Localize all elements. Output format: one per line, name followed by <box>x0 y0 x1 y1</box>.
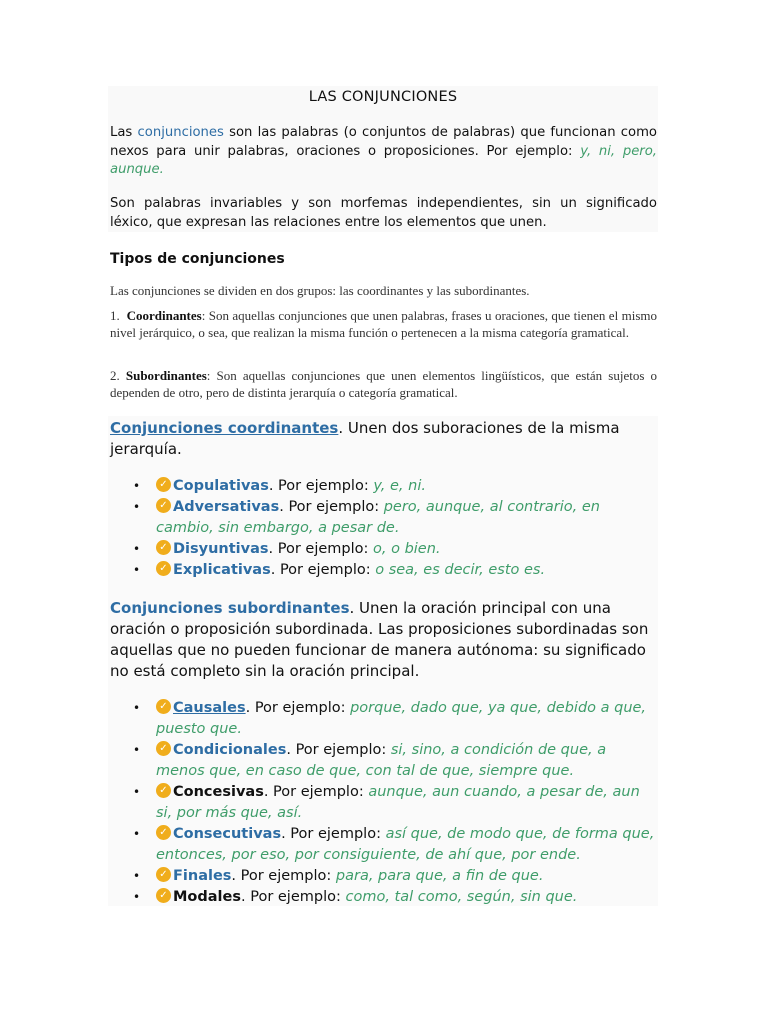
tipos-item-subordinantes <box>110 367 657 401</box>
bullet: • <box>133 827 141 841</box>
tipos-item-2-text: : Son aquellas conjunciones que unen elementos lingüísticos, que están sujetos o dependen de otro, pero de distinta jerarquía o categoría gramatical. <box>110 368 658 400</box>
coordinantes-list <box>110 476 655 581</box>
bullet: • <box>133 785 141 799</box>
intro-paragraph-2: Son palabras invariables y son morfemas independientes, sin un significado léxico, que expresan las relaciones entre los elementos que unen. <box>110 196 657 230</box>
item-name: Condicionales <box>173 742 287 758</box>
list-item <box>110 497 655 539</box>
item-sep: . Por ejemplo: <box>286 742 391 758</box>
subordinantes-text: . Unen la oración principal con una oración o proposición subordinada. Las proposiciones subordinadas son aquellas que no pueden funcionar de manera autónoma: su significado no está completo sin la oración principal. <box>110 599 649 680</box>
list-item <box>110 560 655 581</box>
item-name: Disyuntivas <box>173 541 269 557</box>
document-title: LAS CONJUNCIONES <box>308 89 458 105</box>
subordinantes-paragraph <box>110 598 655 682</box>
item-sep: . Por ejemplo: <box>241 889 346 905</box>
item-examples: porque, dado que, ya que, debido a que, puesto que. <box>156 700 647 737</box>
item-sep: . Por ejemplo: <box>268 478 374 494</box>
tipos-item-2-keyword: Subordinantes <box>125 368 207 383</box>
tipos-item-coordinantes <box>110 307 657 341</box>
item-sep: . Por ejemplo: <box>281 826 386 842</box>
item-name: Explicativas <box>173 562 271 578</box>
tipos-item-1-keyword: Coordinantes <box>126 308 202 323</box>
item-examples: aunque, aun cuando, a pesar de, aun si, por más que, así. <box>156 784 640 821</box>
item-examples: así que, de modo que, de forma que, entonces, por eso, por consiguiente, de ahí que, por ende. <box>156 826 655 863</box>
check-icon: ✓ <box>156 741 171 756</box>
tipos-heading: Tipos de conjunciones <box>110 251 285 267</box>
item-name: Consecutivas <box>173 826 282 842</box>
tipos-item-1-number: 1. <box>110 308 120 323</box>
item-examples: si, sino, a condición de que, a menos que, en caso de que, con tal de que, siempre que. <box>156 742 607 779</box>
list-item <box>110 476 655 497</box>
check-icon: ✓ <box>156 888 171 903</box>
intro-text: son las palabras (o conjuntos de palabras) que funcionan como nexos para unir palabras, oraciones o proposiciones. Por ejemplo: <box>110 125 657 159</box>
item-sep: . Por ejemplo: <box>270 562 376 578</box>
item-name: Modales <box>173 889 241 905</box>
check-icon: ✓ <box>156 699 171 714</box>
list-item <box>110 698 655 740</box>
subordinantes-list <box>110 698 655 908</box>
check-icon: ✓ <box>156 477 171 492</box>
list-item <box>110 824 655 866</box>
bullet: • <box>133 743 141 757</box>
list-item <box>110 887 655 908</box>
tipos-item-2-number: 2. <box>110 368 120 383</box>
item-sep: . Por ejemplo: <box>279 499 384 515</box>
bullet: • <box>133 869 141 883</box>
bullet: • <box>133 479 141 493</box>
item-examples: para, para que, a fin de que. <box>335 868 544 884</box>
item-sep: . Por ejemplo: <box>263 784 369 800</box>
tipos-paragraph: Las conjunciones se dividen en dos grupos: las coordinantes y las subordinantes. <box>110 283 530 298</box>
item-name: Concesivas <box>173 784 264 800</box>
check-icon: ✓ <box>156 783 171 798</box>
bullet: • <box>133 542 141 556</box>
item-name: Adversativas <box>173 499 280 515</box>
check-icon: ✓ <box>156 867 171 882</box>
intro-keyword: conjunciones <box>137 125 224 140</box>
list-item <box>110 866 655 887</box>
bullet: • <box>133 701 141 715</box>
check-icon: ✓ <box>156 540 171 555</box>
list-item <box>110 740 655 782</box>
item-sep: . Por ejemplo: <box>268 541 373 557</box>
intro-examples: y, ni, pero, aunque. <box>110 143 657 177</box>
check-icon: ✓ <box>156 561 171 576</box>
item-examples: como, tal como, según, sin que. <box>345 889 578 905</box>
coordinantes-paragraph <box>110 418 655 460</box>
item-sep: . Por ejemplo: <box>245 700 351 716</box>
list-item <box>110 539 655 560</box>
intro-pre: Las <box>110 125 138 140</box>
item-examples: o sea, es decir, esto es. <box>375 562 546 578</box>
coordinantes-text: . Unen dos suboraciones de la misma jerarquía. <box>110 419 620 458</box>
bullet: • <box>133 890 141 904</box>
item-sep: . Por ejemplo: <box>231 868 336 884</box>
check-icon: ✓ <box>156 498 171 513</box>
check-icon: ✓ <box>156 825 171 840</box>
subordinantes-keyword: Conjunciones subordinantes <box>110 599 350 617</box>
coordinantes-link[interactable]: Conjunciones coordinantes <box>110 419 339 437</box>
bullet: • <box>133 563 141 577</box>
item-name-link[interactable]: Causales <box>173 700 246 716</box>
item-name: Copulativas <box>173 478 269 494</box>
item-examples: o, o bien. <box>373 541 441 557</box>
item-examples: pero, aunque, al contrario, en cambio, sin embargo, a pesar de. <box>156 499 600 536</box>
intro-paragraph-1 <box>110 124 657 180</box>
list-item <box>110 782 655 824</box>
bullet: • <box>133 500 141 514</box>
item-examples: y, e, ni. <box>373 478 426 494</box>
item-name: Finales <box>173 868 232 884</box>
tipos-item-1-text: : Son aquellas conjunciones que unen palabras, frases u oraciones, que tienen el mismo nivel jerárquico, o sea, que realizan la misma función o pertenecen a la misma categoría gramatical. <box>110 308 657 340</box>
